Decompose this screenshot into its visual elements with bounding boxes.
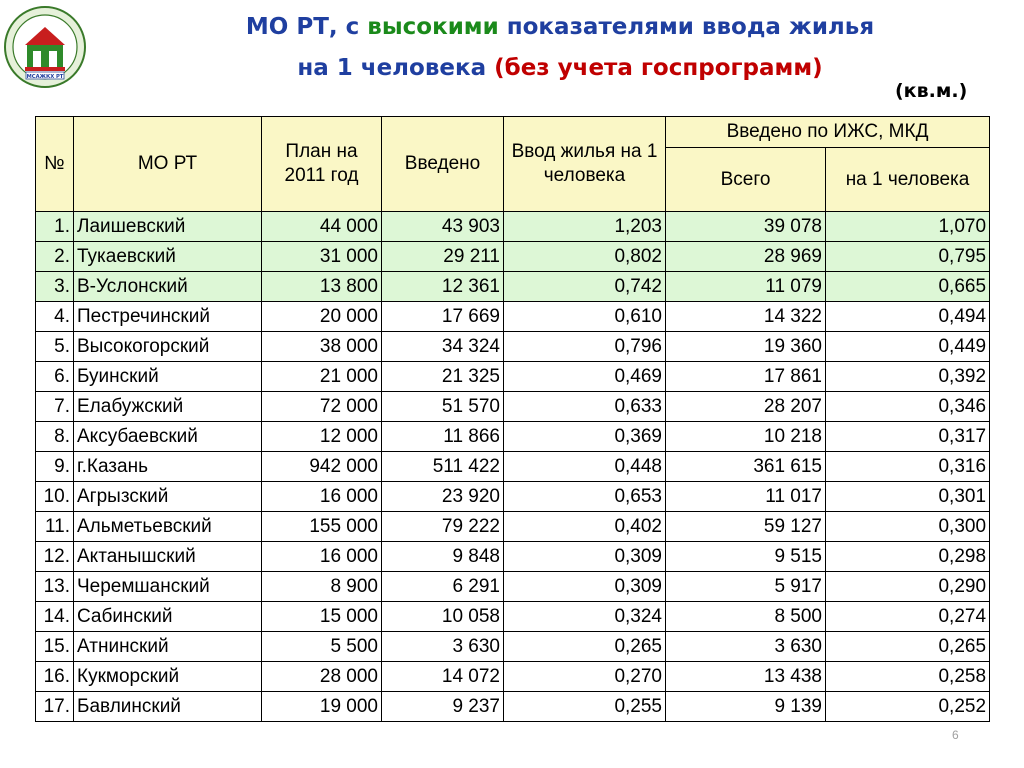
row-done: 21 325	[382, 362, 504, 392]
row-per-capita: 0,448	[504, 452, 666, 482]
row-total: 14 322	[666, 302, 826, 332]
table-row	[36, 392, 990, 422]
header-group-per-capita: на 1 человека	[826, 148, 990, 212]
table-row	[36, 242, 990, 272]
row-total: 13 438	[666, 662, 826, 692]
row-plan: 16 000	[262, 542, 382, 572]
row-total: 5 917	[666, 572, 826, 602]
row-number: 8.	[36, 422, 74, 452]
table-row	[36, 692, 990, 722]
title-highlight-word: высокими	[367, 14, 499, 40]
row-number: 7.	[36, 392, 74, 422]
unit-label: (кв.м.)	[895, 80, 968, 102]
row-done: 43 903	[382, 212, 504, 242]
table-body	[36, 212, 990, 722]
row-per-capita: 0,369	[504, 422, 666, 452]
row-total-per-capita: 1,070	[826, 212, 990, 242]
title-part-1: МО РТ, с	[245, 14, 368, 40]
header-ijs-mkd-group: Введено по ИЖС, МКД	[666, 117, 990, 148]
row-mo-name: В-Услонский	[74, 272, 262, 302]
row-per-capita: 0,802	[504, 242, 666, 272]
row-done: 14 072	[382, 662, 504, 692]
row-per-capita: 0,255	[504, 692, 666, 722]
row-done: 6 291	[382, 572, 504, 602]
row-number: 10.	[36, 482, 74, 512]
row-done: 11 866	[382, 422, 504, 452]
table-row	[36, 572, 990, 602]
row-per-capita: 0,742	[504, 272, 666, 302]
row-plan: 38 000	[262, 332, 382, 362]
row-done: 23 920	[382, 482, 504, 512]
row-total: 28 969	[666, 242, 826, 272]
row-number: 17.	[36, 692, 74, 722]
row-total: 11 017	[666, 482, 826, 512]
header-per-capita: Ввод жилья на 1 человека	[504, 117, 666, 212]
row-total-per-capita: 0,449	[826, 332, 990, 362]
table-row	[36, 272, 990, 302]
header-plan: План на 2011 год	[262, 117, 382, 212]
row-mo-name: Альметьевский	[74, 512, 262, 542]
row-mo-name: Атнинский	[74, 632, 262, 662]
row-mo-name: Кукморский	[74, 662, 262, 692]
row-per-capita: 0,610	[504, 302, 666, 332]
row-plan: 28 000	[262, 662, 382, 692]
row-number: 15.	[36, 632, 74, 662]
row-plan: 16 000	[262, 482, 382, 512]
table-row	[36, 632, 990, 662]
row-mo-name: Лаишевский	[74, 212, 262, 242]
row-total: 39 078	[666, 212, 826, 242]
row-total: 28 207	[666, 392, 826, 422]
row-total: 3 630	[666, 632, 826, 662]
table-row	[36, 332, 990, 362]
table-row	[36, 482, 990, 512]
row-done: 12 361	[382, 272, 504, 302]
row-total: 11 079	[666, 272, 826, 302]
row-per-capita: 0,469	[504, 362, 666, 392]
row-total: 19 360	[666, 332, 826, 362]
row-done: 10 058	[382, 602, 504, 632]
row-done: 34 324	[382, 332, 504, 362]
row-total-per-capita: 0,290	[826, 572, 990, 602]
slide-title-line-2	[110, 55, 1010, 81]
row-total: 10 218	[666, 422, 826, 452]
row-mo-name: Бавлинский	[74, 692, 262, 722]
row-mo-name: Аксубаевский	[74, 422, 262, 452]
row-per-capita: 0,633	[504, 392, 666, 422]
row-done: 511 422	[382, 452, 504, 482]
row-per-capita: 1,203	[504, 212, 666, 242]
row-mo-name: Пестречинский	[74, 302, 262, 332]
title-part-3: показателями ввода жилья	[498, 14, 875, 40]
row-plan: 13 800	[262, 272, 382, 302]
row-plan: 72 000	[262, 392, 382, 422]
row-per-capita: 0,796	[504, 332, 666, 362]
row-plan: 20 000	[262, 302, 382, 332]
row-mo-name: г.Казань	[74, 452, 262, 482]
row-plan: 44 000	[262, 212, 382, 242]
row-number: 6.	[36, 362, 74, 392]
row-total-per-capita: 0,392	[826, 362, 990, 392]
table-row	[36, 362, 990, 392]
table-row	[36, 542, 990, 572]
row-plan: 15 000	[262, 602, 382, 632]
row-total-per-capita: 0,316	[826, 452, 990, 482]
title-note: (без учета госпрограмм)	[494, 55, 823, 81]
row-number: 13.	[36, 572, 74, 602]
row-number: 5.	[36, 332, 74, 362]
row-per-capita: 0,270	[504, 662, 666, 692]
ministry-logo-icon	[3, 5, 87, 89]
table-row	[36, 212, 990, 242]
row-plan: 21 000	[262, 362, 382, 392]
row-mo-name: Тукаевский	[74, 242, 262, 272]
row-number: 9.	[36, 452, 74, 482]
row-per-capita: 0,309	[504, 572, 666, 602]
title-part-4: на 1 человека	[297, 55, 495, 81]
row-total-per-capita: 0,265	[826, 632, 990, 662]
row-plan: 31 000	[262, 242, 382, 272]
row-plan: 942 000	[262, 452, 382, 482]
table-row	[36, 512, 990, 542]
row-number: 16.	[36, 662, 74, 692]
row-plan: 155 000	[262, 512, 382, 542]
row-total-per-capita: 0,252	[826, 692, 990, 722]
row-total: 361 615	[666, 452, 826, 482]
row-number: 11.	[36, 512, 74, 542]
row-mo-name: Буинский	[74, 362, 262, 392]
header-total: Всего	[666, 148, 826, 212]
row-total-per-capita: 0,665	[826, 272, 990, 302]
row-number: 1.	[36, 212, 74, 242]
row-mo-name: Елабужский	[74, 392, 262, 422]
row-done: 51 570	[382, 392, 504, 422]
row-total-per-capita: 0,274	[826, 602, 990, 632]
row-number: 3.	[36, 272, 74, 302]
row-plan: 19 000	[262, 692, 382, 722]
row-number: 2.	[36, 242, 74, 272]
row-total-per-capita: 0,346	[826, 392, 990, 422]
row-done: 9 848	[382, 542, 504, 572]
row-per-capita: 0,309	[504, 542, 666, 572]
table-row	[36, 602, 990, 632]
row-mo-name: Черемшанский	[74, 572, 262, 602]
svg-text:МСАЖКХ РТ: МСАЖКХ РТ	[26, 74, 64, 80]
table-row	[36, 452, 990, 482]
row-plan: 8 900	[262, 572, 382, 602]
row-total-per-capita: 0,300	[826, 512, 990, 542]
header-number: №	[36, 117, 74, 212]
housing-table	[35, 116, 990, 722]
row-per-capita: 0,653	[504, 482, 666, 512]
table-header-row	[36, 117, 990, 148]
row-total-per-capita: 0,298	[826, 542, 990, 572]
row-total: 17 861	[666, 362, 826, 392]
row-total: 59 127	[666, 512, 826, 542]
row-per-capita: 0,265	[504, 632, 666, 662]
row-number: 14.	[36, 602, 74, 632]
row-total-per-capita: 0,494	[826, 302, 990, 332]
row-total-per-capita: 0,317	[826, 422, 990, 452]
row-mo-name: Сабинский	[74, 602, 262, 632]
header-done: Введено	[382, 117, 504, 212]
row-total-per-capita: 0,301	[826, 482, 990, 512]
row-done: 29 211	[382, 242, 504, 272]
header-mo: МО РТ	[74, 117, 262, 212]
table-row	[36, 302, 990, 332]
row-done: 17 669	[382, 302, 504, 332]
page-number: 6	[952, 728, 959, 742]
slide-title-line-1	[110, 14, 1010, 40]
row-plan: 12 000	[262, 422, 382, 452]
row-plan: 5 500	[262, 632, 382, 662]
row-number: 4.	[36, 302, 74, 332]
row-per-capita: 0,324	[504, 602, 666, 632]
table-row	[36, 662, 990, 692]
row-total: 8 500	[666, 602, 826, 632]
row-total-per-capita: 0,795	[826, 242, 990, 272]
row-number: 12.	[36, 542, 74, 572]
row-done: 9 237	[382, 692, 504, 722]
table-row	[36, 422, 990, 452]
row-per-capita: 0,402	[504, 512, 666, 542]
row-done: 79 222	[382, 512, 504, 542]
row-mo-name: Агрызский	[74, 482, 262, 512]
row-mo-name: Актанышский	[74, 542, 262, 572]
row-total: 9 139	[666, 692, 826, 722]
row-mo-name: Высокогорский	[74, 332, 262, 362]
row-done: 3 630	[382, 632, 504, 662]
row-total: 9 515	[666, 542, 826, 572]
row-total-per-capita: 0,258	[826, 662, 990, 692]
